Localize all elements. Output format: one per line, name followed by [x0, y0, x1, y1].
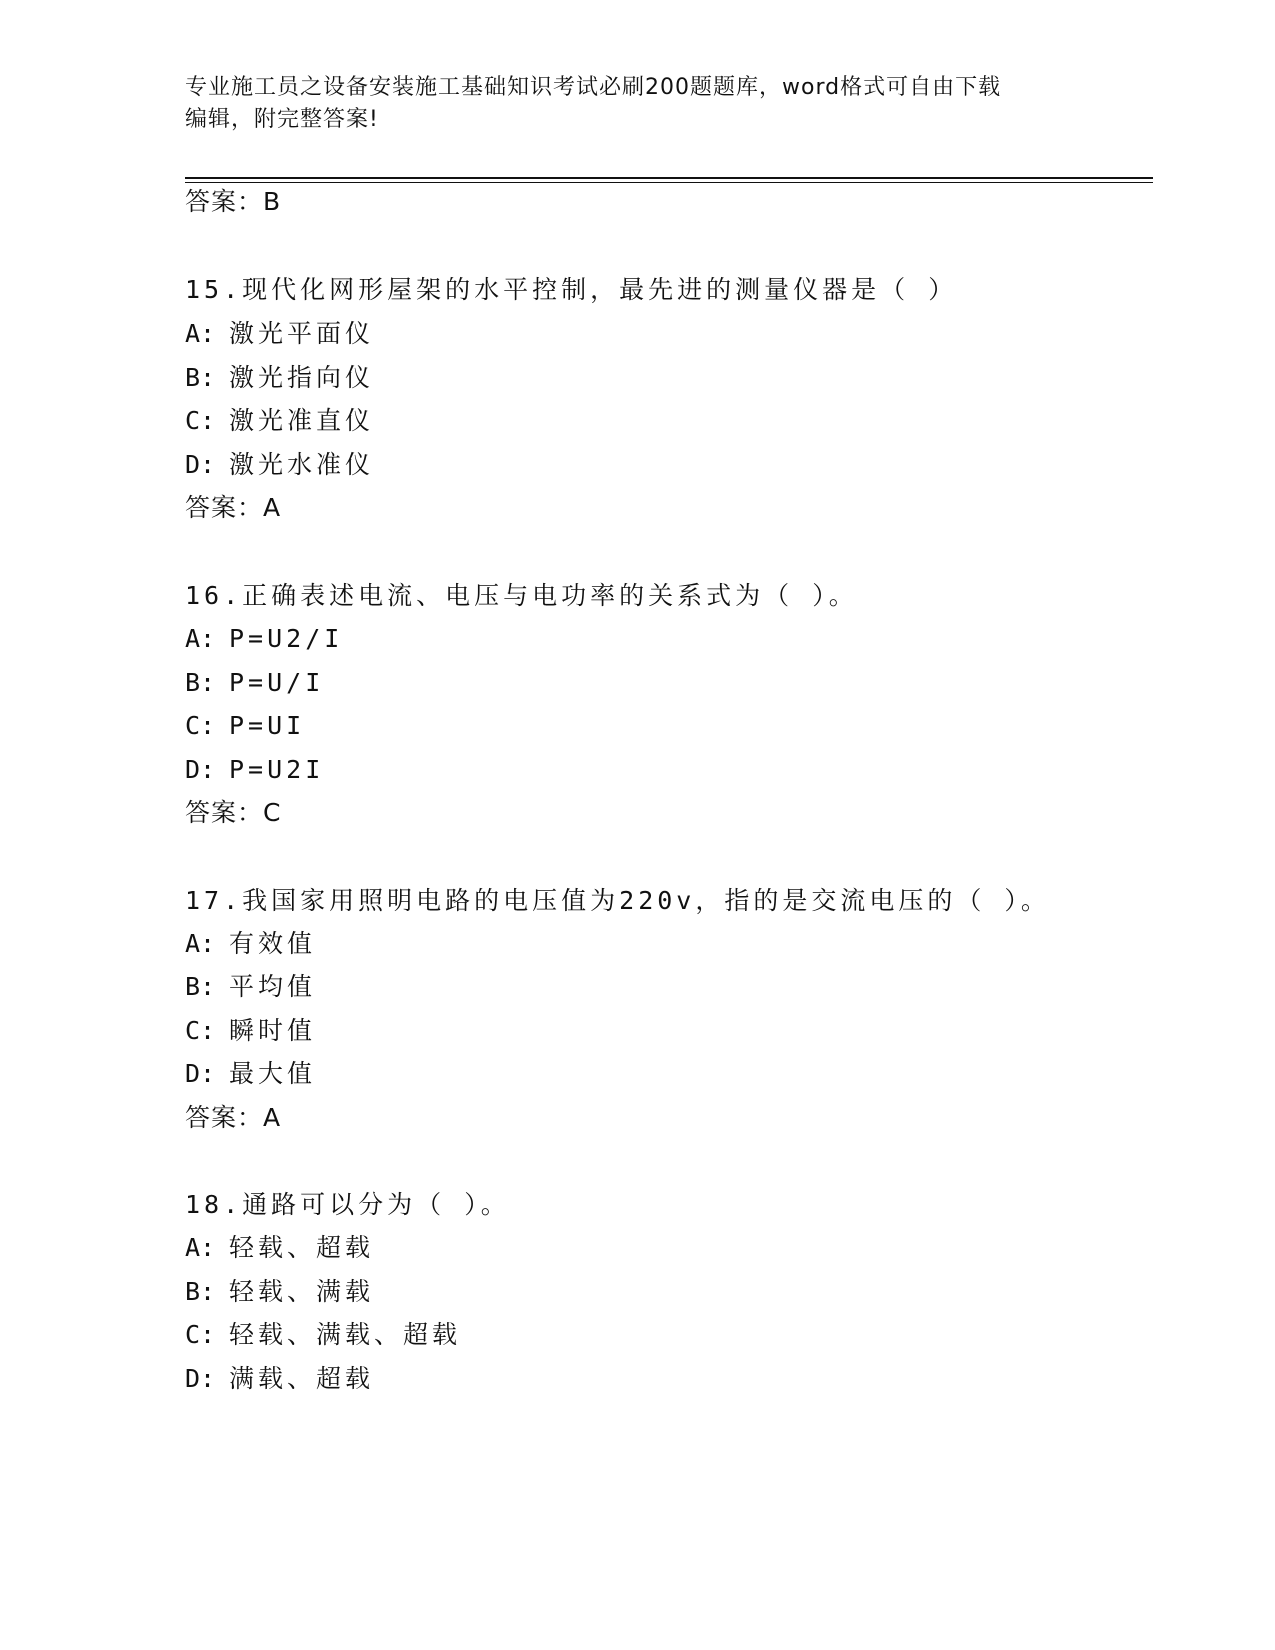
question-18-option-a — [185, 1232, 374, 1264]
option-text: 轻载、满载、超载 — [229, 1320, 462, 1349]
header-line-2: 编辑，附完整答案! — [185, 107, 379, 132]
option-letter: A: — [185, 319, 216, 348]
question-16-answer: 答案：C — [185, 798, 282, 827]
question-17-option-d — [185, 1058, 316, 1090]
question-17: 17.我国家用照明电路的电压值为220v，指的是交流电压的（ ）。 — [185, 886, 1050, 915]
question-17-option-c — [185, 1015, 316, 1047]
option-letter: B: — [185, 1277, 216, 1306]
header-divider-thick — [185, 177, 1153, 179]
option-letter: D: — [185, 1364, 216, 1393]
option-text: 激光指向仪 — [229, 363, 375, 392]
option-letter: A: — [185, 624, 216, 653]
option-letter: C: — [185, 406, 216, 435]
question-16-option-d — [185, 754, 324, 786]
option-letter: A: — [185, 929, 216, 958]
option-text: P=U/I — [229, 668, 325, 697]
option-text: 激光水准仪 — [229, 450, 375, 479]
question-18-option-d — [185, 1363, 374, 1395]
option-letter: C: — [185, 711, 216, 740]
header-line-1: 专业施工员之设备安装施工基础知识考试必刷200题题库，word格式可自由下载 — [185, 75, 1002, 100]
option-text: 有效值 — [229, 929, 317, 958]
option-text: 瞬时值 — [229, 1016, 317, 1045]
option-text: 满载、超载 — [229, 1364, 375, 1393]
option-text: P=U2/I — [229, 624, 344, 653]
question-16-option-b — [185, 667, 324, 699]
option-letter: D: — [185, 450, 216, 479]
question-17-option-b — [185, 971, 316, 1003]
option-letter: A: — [185, 1233, 216, 1262]
option-text: P=U2I — [229, 755, 325, 784]
question-17-answer: 答案：A — [185, 1103, 282, 1132]
option-letter: B: — [185, 972, 216, 1001]
option-text: 平均值 — [229, 972, 317, 1001]
question-16-option-a — [185, 623, 343, 655]
question-15-answer: 答案：A — [185, 493, 282, 522]
question-15-option-d — [185, 449, 374, 481]
question-15: 15.现代化网形屋架的水平控制，最先进的测量仪器是（ ） — [185, 275, 958, 304]
option-text: 激光平面仪 — [229, 319, 375, 348]
option-letter: B: — [185, 668, 216, 697]
question-17-option-a — [185, 928, 316, 960]
option-text: 最大值 — [229, 1059, 317, 1088]
option-letter: B: — [185, 363, 216, 392]
question-15-option-b — [185, 362, 374, 394]
question-18-option-c — [185, 1319, 461, 1351]
header-divider-thin — [185, 182, 1153, 183]
question-15-option-a — [185, 318, 374, 350]
question-18-option-b — [185, 1276, 374, 1308]
question-16-option-c — [185, 710, 305, 742]
option-text: 轻载、超载 — [229, 1233, 375, 1262]
question-15-option-c — [185, 405, 374, 437]
document-header — [185, 72, 1065, 136]
option-text: 轻载、满载 — [229, 1277, 375, 1306]
option-text: 激光准直仪 — [229, 406, 375, 435]
option-letter: C: — [185, 1320, 216, 1349]
question-18: 18.通路可以分为（ ）。 — [185, 1190, 510, 1219]
option-letter: C: — [185, 1016, 216, 1045]
question-16: 16.正确表述电流、电压与电功率的关系式为（ ）。 — [185, 581, 858, 610]
option-letter: D: — [185, 755, 216, 784]
option-letter: D: — [185, 1059, 216, 1088]
option-text: P=UI — [229, 711, 306, 740]
answer-previous: 答案：B — [185, 187, 282, 216]
